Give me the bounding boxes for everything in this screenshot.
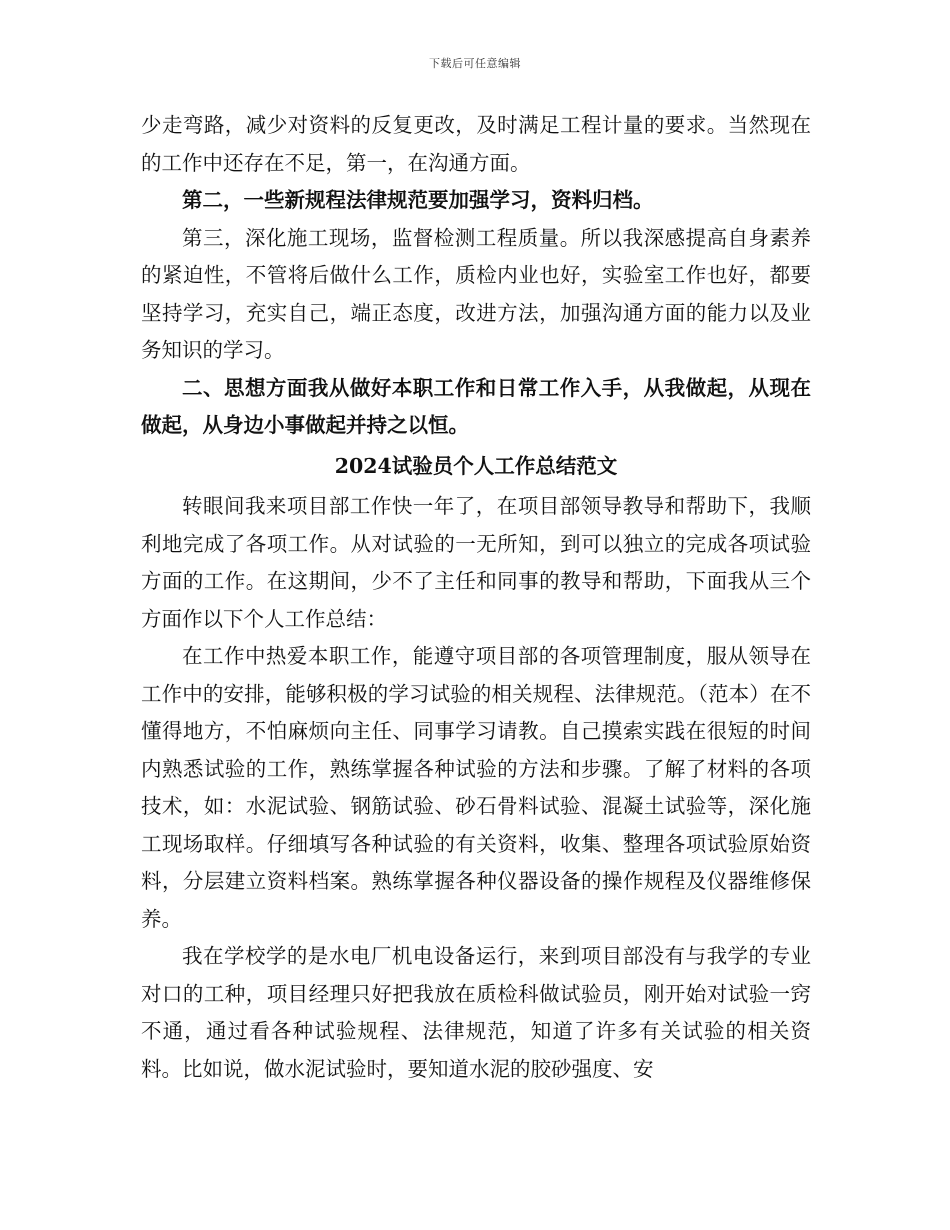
document-body bbox=[141, 107, 811, 1088]
section-title: 2024试验员个人工作总结范文 bbox=[334, 453, 618, 478]
paragraph-second-point: 第二，一些新规程法律规范要加强学习，资料归档。 bbox=[182, 188, 654, 212]
paragraph-thought-section: 二、思想方面我从做好本职工作和日常工作入手，从我做起，从现在做起，从身边小事做起并持之以恒。 bbox=[141, 375, 811, 437]
paragraph-third-point: 第三，深化施工现场，监督检测工程质量。所以我深感提高自身素养的紧迫性，不管将后做什么工作，质检内业也好，实验室工作也好，都要坚持学习，充实自己，端正态度，改进方法，加强沟通方面的能力以及业务知识的学习。 bbox=[141, 225, 811, 362]
paragraph-continuation: 少走弯路，减少对资料的反复更改，及时满足工程计量的要求。当然现在的工作中还存在不足，第一，在沟通方面。 bbox=[141, 113, 811, 175]
paragraph-work-attitude: 在工作中热爱本职工作，能遵守项目部的各项管理制度，服从领导在工作中的安排，能够积极的学习试验的相关规程、法律规范。（范本）在不懂得地方，不怕麻烦向主任、同事学习请教。自己摸索实践在很短的时间内熟悉试验的工作，熟练掌握各种试验的方法和步骤。了解了材料的各项技术，如：水泥试验、钢筋试验、砂石骨料试验、混凝土试验等，深化施工现场取样。仔细填写各种试验的有关资料，收集、整理各项试验原始资料，分层建立资料档案。熟练掌握各种仪器设备的操作规程及仪器维修保养。 bbox=[141, 644, 811, 931]
paragraph-intro: 转眼间我来项目部工作快一年了，在项目部领导教导和帮助下，我顺利地完成了各项工作。从对试验的一无所知，到可以独立的完成各项试验方面的工作。在这期间，少不了主任和同事的教导和帮助，下面我从三个方面作以下个人工作总结： bbox=[141, 494, 811, 631]
header-note: 下载后可任意编辑 bbox=[429, 57, 521, 70]
paragraph-learning: 我在学校学的是水电厂机电设备运行，来到项目部没有与我学的专业对口的工种，项目经理只好把我放在质检科做试验员，刚开始对试验一窍不通，通过看各种试验规程、法律规范，知道了许多有关试验的相关资料。比如说，做水泥试验时，要知道水泥的胶砂强度、安 bbox=[141, 944, 811, 1081]
